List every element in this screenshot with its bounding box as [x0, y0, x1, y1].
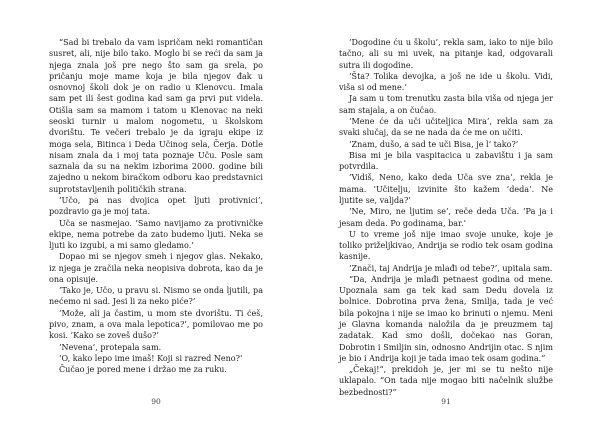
paragraph: ’Mene će da uči učiteljica Mira’, rekla sam za svaki slučaj, da se ne nada da će me on učiti. [339, 116, 553, 138]
paragraph: Bisa mi je bila vaspitacica u zabavištu i ja sam potvrdila. [339, 150, 553, 172]
paragraph: ’Tako je, Učo, u pravu si. Nismo se onda ljutili, pa nećemo ni sad. Jesi li za neko piće?’ [49, 286, 263, 307]
paragraph: ’Može, ali ja častim, u mom ste dvorištu. Ti ćeš, pivo, znam, a ova mala lepotica?’, pomilovao me po kosi. ’Kako se zoveš dušo?’ [49, 308, 263, 341]
page-number-left: 90 [151, 397, 161, 406]
paragraph: ’Nevena’, protepala sam. [59, 342, 162, 352]
paragraph: ’Znači, taj Andrija je mlađi od tebe?’, upitala sam. [349, 263, 553, 273]
paragraph: „Čekaj!“, prekidoh je, jer mi se tu nešto nije uklapalo. “On tada nije mogao biti načelnik službe bezbednosti?” [339, 365, 553, 397]
paragraph: Dopao mi se njegov smeh i njegov glas. Nekako, iz njega je zračila neka neopisiva dobrota, kao da je ona opisuje. [49, 252, 263, 284]
paragraph: ’Vidiš, Neno, kako deda Uča sve zna’, rekla je mama. ’Učitelju, izvinite što kažem ’deda’. Ne ljutite se, valjda?’ [339, 173, 553, 205]
paragraph: ’Dogodine ću u školu’, rekla sam, iako to nije bilo tačno, ali su mi uvek, na pitanje kad, odgovarali sutra ili dogodine. [339, 38, 553, 70]
paragraph: “Sad bi trebalo da vam ispričam neki romantičan susret, ali, nije bilo tako. Moglo bi se reći da sam ja njega znala još pre nego što sam ga srela, po pričanju moje mame koja je bila njegov đak u osnovnoj školi dok je on radio u Klenovcu. Imala sam pet ili šest godina kad sam ga prvi put videla. Otišla sam sa mamom i tatom u Klenovac na neki seoski turnir u malom nogometu, u školskom dvorištu. Te večeri trebalo je da igraju ekipe iz moga sela, Bitinca i Deda Učinog sela, Čerja. Dotle nisam znala da i moj tata poznaje Uču. Posle sam saznala da su na nekim izborima 2000. godine bili zajedno u nekom biračkom odboru kao predstavnici suprotstavljenih političkih strana. [49, 38, 263, 194]
right-page-text [339, 37, 553, 398]
paragraph: ’Znam, dušo, a sad te uči Bisa, je l’ tako?’ [349, 139, 519, 149]
paragraph: U to vreme još nije imao svoje unuke, koje je toliko priželjkivao, Andrija se rodio tek osam godina kasnije. [339, 229, 553, 262]
left-page-text [49, 37, 263, 375]
paragraph: ’Šta? Tolika devojka, a još ne ide u školu. Vidi, viša si od mene.’ [339, 71, 553, 93]
paragraph: Ja sam u tom trenutku zasta bila viša od njega jer sam stajala, a on čučao. [339, 94, 553, 115]
paragraph: ’Učo, pa nas dvojica opet ljuti protivnici’, pozdravio ga je moj tata. [49, 195, 263, 217]
paragraph: Čučao je pored mene i držao me za ruku. [59, 365, 227, 375]
paragraph: ’O, kako lepo ime imaš! Koji si razred Neno?’ [59, 353, 243, 363]
paragraph: ’Ne, Miro, ne ljutim se’, reče deda Uča. ’Pa ja i jesam deda. Po godinama, bar.’ [339, 207, 553, 228]
paragraph: Uča se nasmejao. ’Samo navijamo za protivničke ekipe, nema potrebe da zato budemo ljuti. Neka se ljuti ko izgubi, a mi samo gledamo.’ [49, 218, 263, 251]
right-page [300, 0, 600, 424]
page-number-right: 91 [441, 397, 451, 406]
paragraph: “Da, Andrija je mlađi petnaest godina od mene. Upoznala sam ga tek kad sam Dedu dovela iz bolnice. Dobrotina prva žena, Smilja, tada je već bila pokojna i nije se imao ko brinuti o njemu. Meni je Glavna komanda naložila da je preuzmem taj zadatak. Kad smo došli, dočekao nas Goran, Dobrotin i Smiljin sin, odnosno Andrijin otac. S njim je bio i Andrija koji je tada imao tek osam godina.” [339, 274, 553, 363]
